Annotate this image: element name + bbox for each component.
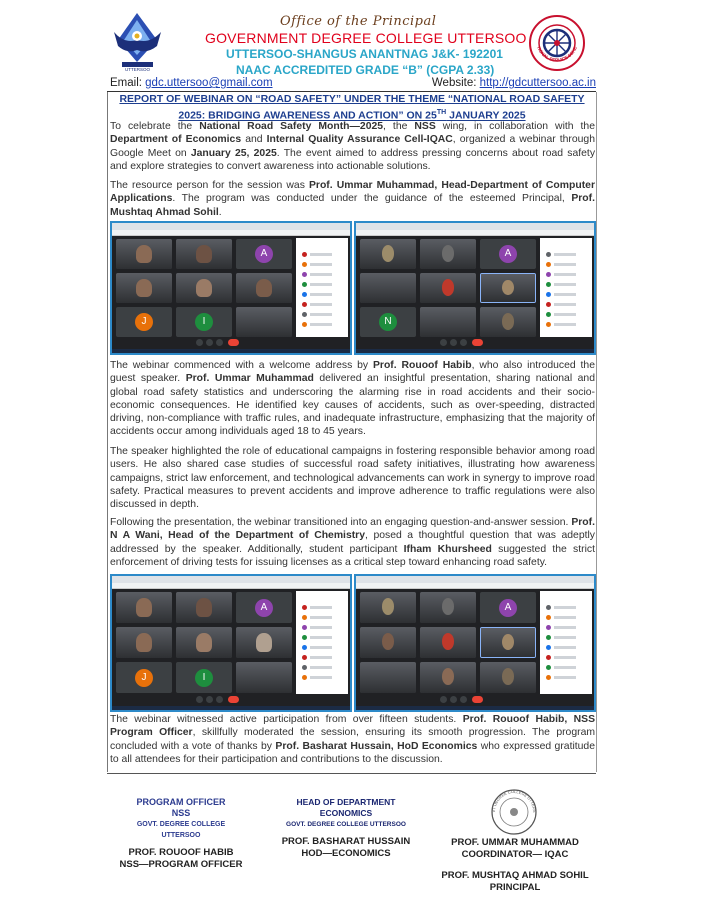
paragraph-presentation: The webinar commenced with a welcome address by Prof. Rouoof Habib, who also introduced the guest speaker. Prof. Ummar Muhammad delivered an insightful presentation, sharing national and global road safety statistics and underscoring the alarming rise in road accidents and their socio-economic consequences. He identified key causes of accidents, such as over-speeding, distracted driving, non-compliance with traffic rules, and inadequate infrastructure, emphasizing that the majority of accidents occur among individuals aged 18 to 45 years. [110, 360, 595, 438]
website-label: Website: [431, 77, 477, 89]
college-logo [110, 10, 165, 72]
paragraph-intro: To celebrate the National Road Safety Month—2025, the NSS wing, in collaboration with the Department of Economics and Internal Quality Assurance Cell-IQAC, organized a webinar through Google Meet on January 25, 2025. The event aimed to address pressing concerns about road safety and explore strategies to convert awareness into actionable solutions. [110, 121, 596, 172]
report-title [108, 93, 596, 123]
webinar-screenshot-4 [354, 574, 596, 712]
paragraph-campaigns: The speaker highlighted the role of educational campaigns in fostering responsible behavior among road users. He also shared case studies of successful road safety initiatives, illustrating how awareness campaigns, strict law enforcement, and technological advancements can work in synergy to improve road safety. Practical measures to prevent accidents and improve adherence to traffic regulations were also discussed in depth. [110, 446, 595, 511]
footer-divider [107, 773, 596, 774]
participants-panel [540, 238, 592, 338]
email-block [110, 77, 273, 89]
signature-principal [430, 870, 600, 894]
avatar: N [379, 313, 397, 331]
paragraph-qa-session: Following the presentation, the webinar transitioned into an engaging question-and-answer session. Prof. N A Wani, Head of the Department of Chemistry, posed a thoughtful question that was adeptly addressed by the speaker. Additionally, student participant Ifham Khursheed suggested the strict enforcement of driving tests for issuing licenses as a critical step toward enhancing road safety. [110, 517, 595, 568]
seal-text: VT DEGREE COLLEGE UTTERS [490, 788, 538, 813]
signature-iqac-coordinator [440, 837, 590, 861]
stamp-line: PROGRAM OFFICER [136, 797, 226, 807]
avatar: I [195, 669, 213, 687]
email-label: Email: [110, 77, 142, 89]
website-block [432, 77, 596, 89]
left-margin-rule [107, 92, 108, 772]
right-margin-rule [596, 92, 597, 772]
avatar: A [255, 245, 273, 263]
paragraph-conclusion: The webinar witnessed active participation from over fifteen students. Prof. Rouoof Habib, NSS Program Officer, skillfully moderated the session, ensuring its smooth progression. The program concluded with a vote of thanks by Prof. Basharat Hussain, HoD Economics who expressed gratitude to all attendees for their participation and contributions to the discussion. [110, 714, 596, 765]
college-seal-icon [490, 788, 538, 836]
avatar: A [499, 245, 517, 263]
office-of-principal: Office of the Principal [280, 14, 437, 29]
header-divider [107, 91, 596, 92]
report-title-sup: TH [436, 109, 447, 116]
nss-logo-text: TIONAL SERVICE SCHE [535, 45, 578, 63]
signature-nss-officer [118, 797, 244, 871]
college-name: GOVERNMENT DEGREE COLLEGE UTTERSOO [205, 30, 527, 46]
paragraph-resource-person: The resource person for the session was Prof. Ummar Muhammad, Head-Department of Computer Applications. The program was conducted under the guidance of the esteemed Principal, Prof. Mushtaq Ahmad Sohil. [110, 180, 595, 218]
signatory-name: PROF. UMMAR MUHAMMAD [451, 837, 579, 848]
avatar: J [135, 313, 153, 331]
stamp-line: HEAD OF DEPARTMENT [296, 797, 396, 807]
nss-logo [528, 14, 586, 72]
signatory-name: PROF. MUSHTAQ AHMAD SOHIL [441, 870, 589, 881]
stamp-line: GOVT. DEGREE COLLEGE UTTERSOO [286, 821, 406, 828]
avatar: J [135, 669, 153, 687]
report-title-main: REPORT OF WEBINAR ON “ROAD SAFETY” UNDER THE THEME “NATIONAL ROAD SAFETY 2025: BRIDGING AWARENESS AND ACTION” ON 25 [119, 93, 585, 122]
avatar: I [195, 313, 213, 331]
naac-grade: NAAC ACCREDITED GRADE “B” (CGPA 2.33) [236, 63, 495, 77]
signatory-role: HOD—ECONOMICS [301, 848, 391, 859]
signatory-role: PRINCIPAL [489, 882, 541, 893]
college-logo-text: UTTERSOO [124, 67, 151, 72]
participants-panel [296, 238, 348, 338]
webinar-screenshot-1 [110, 221, 352, 355]
signature-hod-economics [276, 797, 416, 860]
participants-panel [296, 591, 348, 695]
stamp-line: GOVT. DEGREE COLLEGE UTTERSOO [136, 821, 226, 839]
stamp-line: ECONOMICS [319, 808, 373, 818]
avatar: A [499, 599, 517, 617]
signatory-name: PROF. BASHARAT HUSSAIN [281, 836, 411, 847]
report-title-date: JANUARY 2025 [446, 109, 526, 122]
webinar-screenshot-2 [354, 221, 596, 355]
college-address: UTTERSOO-SHANGUS ANANTNAG J&K- 192201 [226, 47, 503, 61]
participants-panel [540, 591, 592, 695]
signatory-role: COORDINATOR— IQAC [461, 849, 569, 860]
avatar: A [255, 599, 273, 617]
signatory-name: PROF. ROUOOF HABIB [128, 847, 234, 858]
stamp-line: NSS [171, 808, 191, 818]
website-link[interactable]: http://gdcuttersoo.ac.in [479, 77, 596, 89]
webinar-screenshot-3 [110, 574, 352, 712]
email-link[interactable]: gdc.uttersoo@gmail.com [145, 77, 273, 89]
signatory-role: NSS—PROGRAM OFFICER [119, 859, 243, 870]
